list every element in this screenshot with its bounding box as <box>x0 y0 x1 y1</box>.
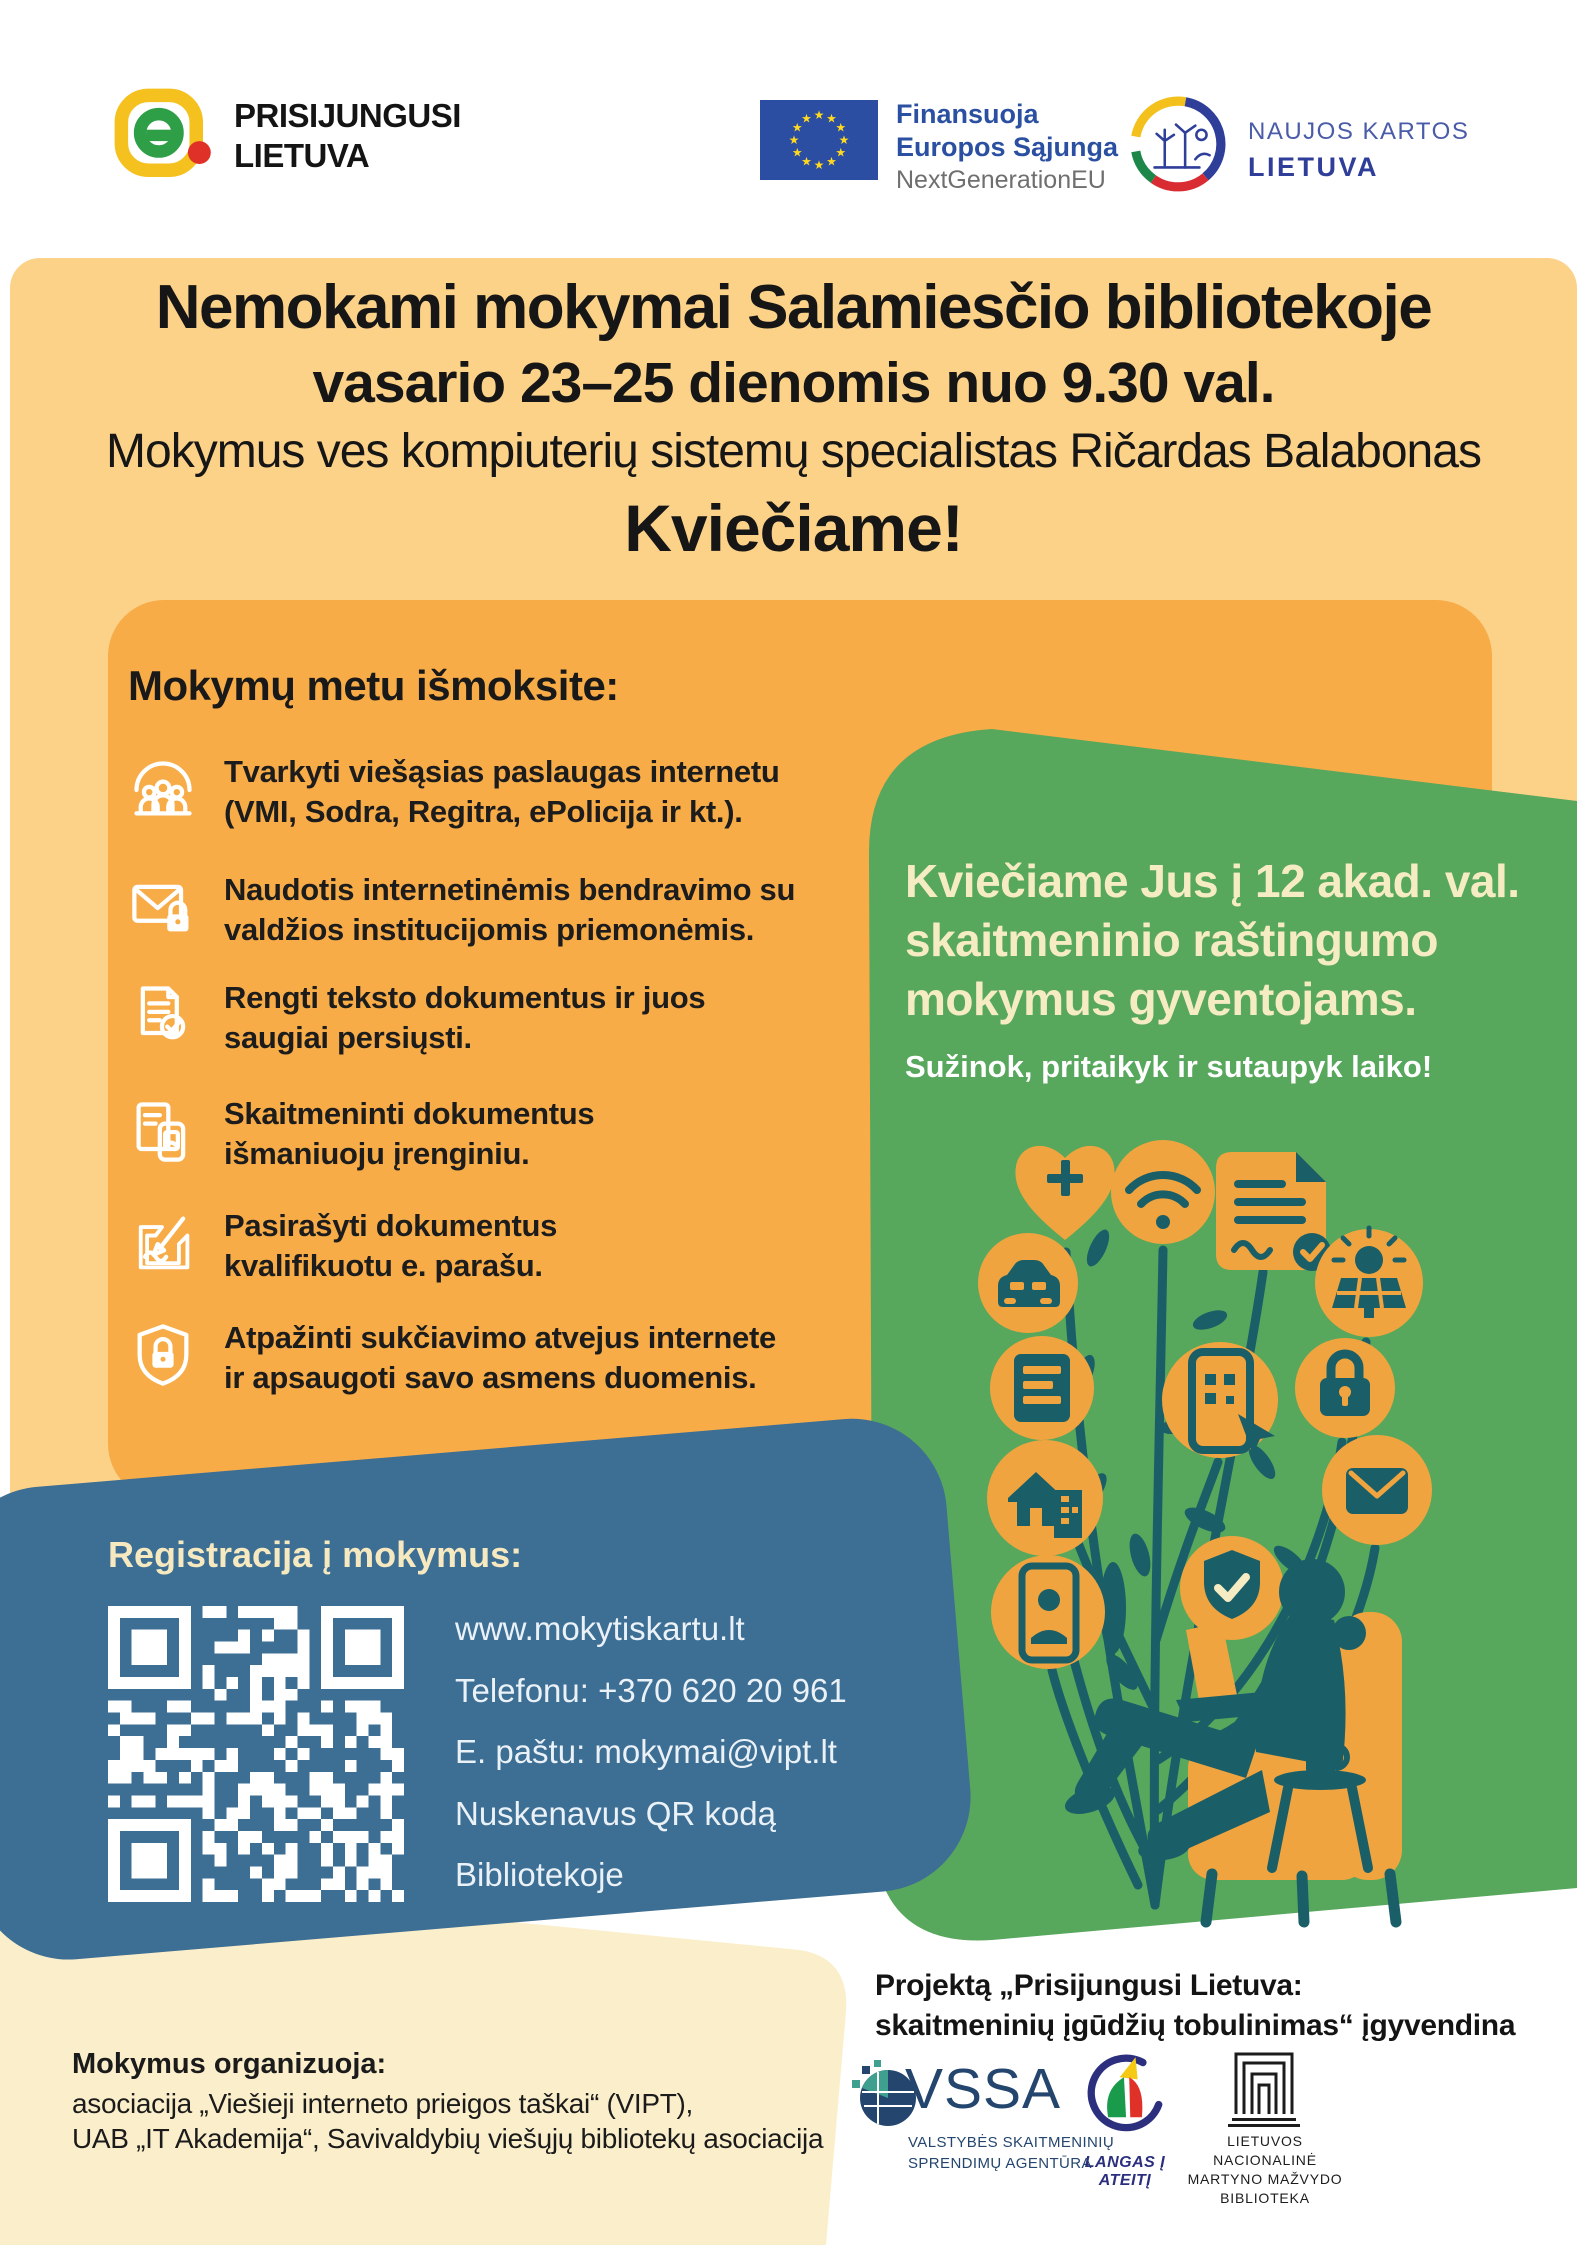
svg-text:★: ★ <box>788 133 800 147</box>
organizers-line1: asociacija „Viešieji interneto prieigos taškai“ (VIPT), <box>72 2088 694 2119</box>
prisijungusi-line2: LIETUVA <box>234 137 370 174</box>
poster-subtitle: Mokymus ves kompiuterių sistemų specialistas Ričardas Balabonas <box>106 425 1481 478</box>
shield-lock-icon <box>128 1320 198 1390</box>
svg-text:★: ★ <box>835 145 847 160</box>
learn-item <box>128 1206 557 1286</box>
signed-document-icon <box>1216 1152 1331 1271</box>
invite-headline-line1: Kviečiame Jus į 12 akad. val. <box>905 855 1520 907</box>
learn-item <box>128 1318 776 1398</box>
svg-text:★: ★ <box>826 154 837 169</box>
project-line2: skaitmeninių įgūdžių tobulinimas“ įgyvendina <box>875 2009 1516 2042</box>
naujos-kartos-logo <box>1248 118 1469 183</box>
vssa-subtitle: VALSTYBĖS SKAITMENINIŲ SPRENDIMŲ AGENTŪRA <box>908 2134 1115 2172</box>
envelope-lock-icon <box>128 872 198 942</box>
svg-text:★: ★ <box>791 145 803 160</box>
organizers-line2: UAB „IT Akademija“, Savivaldybių viešųjų bibliotekų asociacija <box>72 2123 824 2154</box>
svg-text:★: ★ <box>813 108 825 122</box>
eu-funding-block <box>896 98 1118 197</box>
registration-website: www.mokytiskartu.lt <box>455 1610 745 1647</box>
naujos-kartos-line2: LIETUVA <box>1248 152 1379 182</box>
learn-item-text: Skaitmeninti dokumentus išmaniuoju įrenginiu. <box>224 1096 595 1171</box>
registration-qr-note: Nuskenavus QR kodą <box>455 1794 776 1832</box>
registration-heading: Registracija į mokymus: <box>108 1534 523 1575</box>
phone-qr-icon <box>1162 1342 1278 1458</box>
document-check-icon <box>128 980 198 1050</box>
poster-title-line1: Nemokami mokymai Salamiesčio bibliotekoje <box>155 273 1432 342</box>
svg-text:★: ★ <box>813 158 825 172</box>
wifi-icon <box>1111 1140 1215 1244</box>
registration-contacts <box>455 1598 847 1906</box>
text-document-icon <box>990 1336 1094 1440</box>
registration-phone: Telefonu: +370 620 20 961 <box>455 1671 847 1709</box>
padlock-icon <box>1295 1338 1395 1438</box>
prisijungusi-lietuva-logo <box>234 96 461 176</box>
national-library-icon <box>1224 2052 1304 2132</box>
invite-headline-line3: mokymus gyventojams. <box>905 973 1417 1025</box>
svg-text:★: ★ <box>838 133 850 147</box>
learn-heading: Mokymų metu išmoksite: <box>128 662 619 709</box>
mail-icon <box>1322 1435 1432 1545</box>
learn-item-text: Tvarkyti viešąsias paslaugas internetu (VMI, Sodra, Regitra, ePolicija ir kt.). <box>224 754 780 829</box>
qr-code <box>108 1606 404 1902</box>
project-line1: Projektą „Prisijungusi Lietuva: <box>875 1969 1303 2002</box>
shield-check-icon <box>1180 1536 1284 1640</box>
car-icon <box>978 1233 1078 1333</box>
eu-flag-icon <box>760 100 878 180</box>
project-block <box>875 1966 1515 2046</box>
video-call-icon <box>991 1555 1105 1669</box>
svg-text:★: ★ <box>826 111 837 126</box>
prisijungusi-lietuva-icon <box>112 86 216 190</box>
eu-line3: NextGenerationEU <box>896 166 1106 194</box>
signature-icon <box>128 1208 198 1278</box>
naujos-kartos-line1: NAUJOS KARTOS <box>1248 118 1470 145</box>
learn-item <box>128 1094 594 1174</box>
learn-item <box>128 870 795 950</box>
vssa-name: VSSA <box>905 2057 1062 2121</box>
learn-item-text: Naudotis internetinėmis bendravimo su valdžios institucijomis priemonėmis. <box>224 872 796 947</box>
registration-email: E. paštu: mokymai@vipt.lt <box>455 1733 837 1770</box>
learn-item-text: Rengti teksto dokumentus ir juos saugiai persiųsti. <box>224 980 706 1055</box>
document-phone-icon <box>128 1096 198 1166</box>
svg-text:★: ★ <box>801 111 812 126</box>
registration-library-note: Bibliotekoje <box>455 1856 624 1893</box>
svg-text:★: ★ <box>835 120 847 135</box>
learn-item <box>128 752 780 832</box>
prisijungusi-line1: PRISIJUNGUSI <box>234 97 461 134</box>
langas-i-ateiti-name: LANGAS Į ATEITĮ <box>1084 2154 1166 2189</box>
organizers-heading: Mokymus organizuoja: <box>72 2048 387 2080</box>
organizers-block <box>72 2048 823 2156</box>
svg-text:★: ★ <box>801 154 812 169</box>
langas-i-ateiti-icon <box>1086 2052 1164 2152</box>
national-library-name: LIETUVOS NACIONALINĖ MARTYNO MAŽVYDO BIBLIOTEKA <box>1187 2133 1343 2206</box>
learn-item-text: Pasirašyti dokumentus kvalifikuotu e. parašu. <box>224 1208 558 1283</box>
eu-line1: Finansuoja <box>896 99 1039 129</box>
people-group-icon <box>128 754 198 824</box>
learn-item <box>128 978 705 1058</box>
poster-invite-word: Kviečiame! <box>624 491 963 565</box>
naujos-kartos-ring-icon <box>1126 92 1230 196</box>
invite-tagline: Sužinok, pritaikyk ir sutaupyk laiko! <box>905 1049 1433 1084</box>
house-building-icon <box>987 1440 1103 1556</box>
eu-line2: Europos Sąjunga <box>896 132 1119 162</box>
poster-title-line2: vasario 23–25 dienomis nuo 9.30 val. <box>312 351 1275 415</box>
invite-panel <box>905 852 1565 1085</box>
svg-text:★: ★ <box>791 120 803 135</box>
learn-item-text: Atpažinti sukčiavimo atvejus internete ir apsaugoti savo asmens duomenis. <box>224 1320 776 1395</box>
invite-headline-line2: skaitmeninio raštingumo <box>905 914 1438 966</box>
